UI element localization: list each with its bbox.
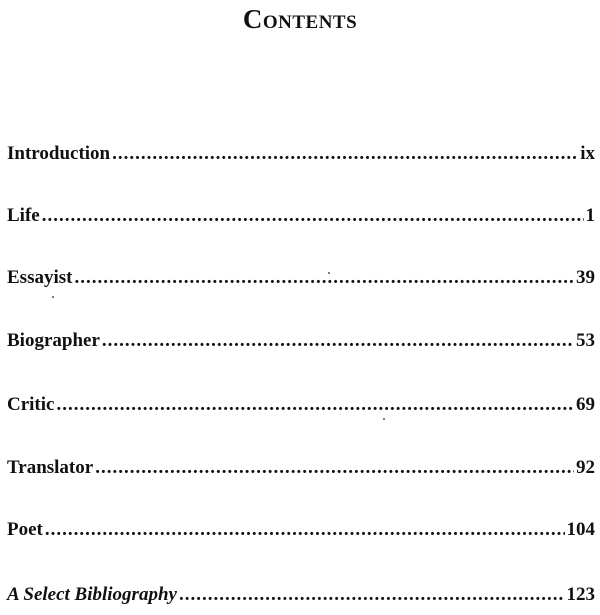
- toc-entry-label: Translator: [7, 457, 94, 478]
- toc-entry-label: Poet: [7, 519, 43, 540]
- scan-speck: [383, 418, 385, 420]
- toc-entry-label: Life: [7, 205, 40, 226]
- leader-dots: [74, 266, 574, 290]
- toc-entry[interactable]: [7, 329, 595, 353]
- toc-entry-page: 104: [566, 519, 595, 540]
- toc-entry-page: 1: [585, 205, 595, 226]
- toc-entry[interactable]: [7, 266, 595, 290]
- page-title: Contents: [242, 4, 358, 34]
- leader-dots: [42, 204, 584, 228]
- toc-entry-page: ix: [580, 143, 595, 164]
- scan-speck: [328, 272, 330, 274]
- toc-entry-page: 53: [576, 330, 595, 351]
- leader-dots: [95, 456, 574, 480]
- leader-dots: [45, 518, 565, 542]
- scan-speck: [52, 296, 54, 298]
- toc-entry-label: Biographer: [7, 330, 100, 351]
- toc-entry-label: A Select Bibliography: [7, 584, 177, 605]
- toc-entry-page: 39: [576, 267, 595, 288]
- leader-dots: [112, 142, 578, 166]
- toc-entry-label: Essayist: [7, 267, 73, 288]
- toc-entry-label: Introduction: [7, 143, 111, 164]
- toc-entry[interactable]: [7, 393, 595, 417]
- toc-entry-page: 92: [576, 457, 595, 478]
- toc-entry[interactable]: [7, 583, 595, 607]
- toc-entry-page: 123: [566, 584, 595, 605]
- leader-dots: [102, 329, 574, 353]
- toc-entry-label: Critic: [7, 394, 55, 415]
- toc-entry[interactable]: [7, 142, 595, 166]
- toc-entry[interactable]: [7, 518, 595, 542]
- leader-dots: [56, 393, 574, 417]
- toc-entry[interactable]: [7, 456, 595, 480]
- toc-entry[interactable]: [7, 204, 595, 228]
- leader-dots: [179, 583, 565, 607]
- toc-entry-page: 69: [576, 394, 595, 415]
